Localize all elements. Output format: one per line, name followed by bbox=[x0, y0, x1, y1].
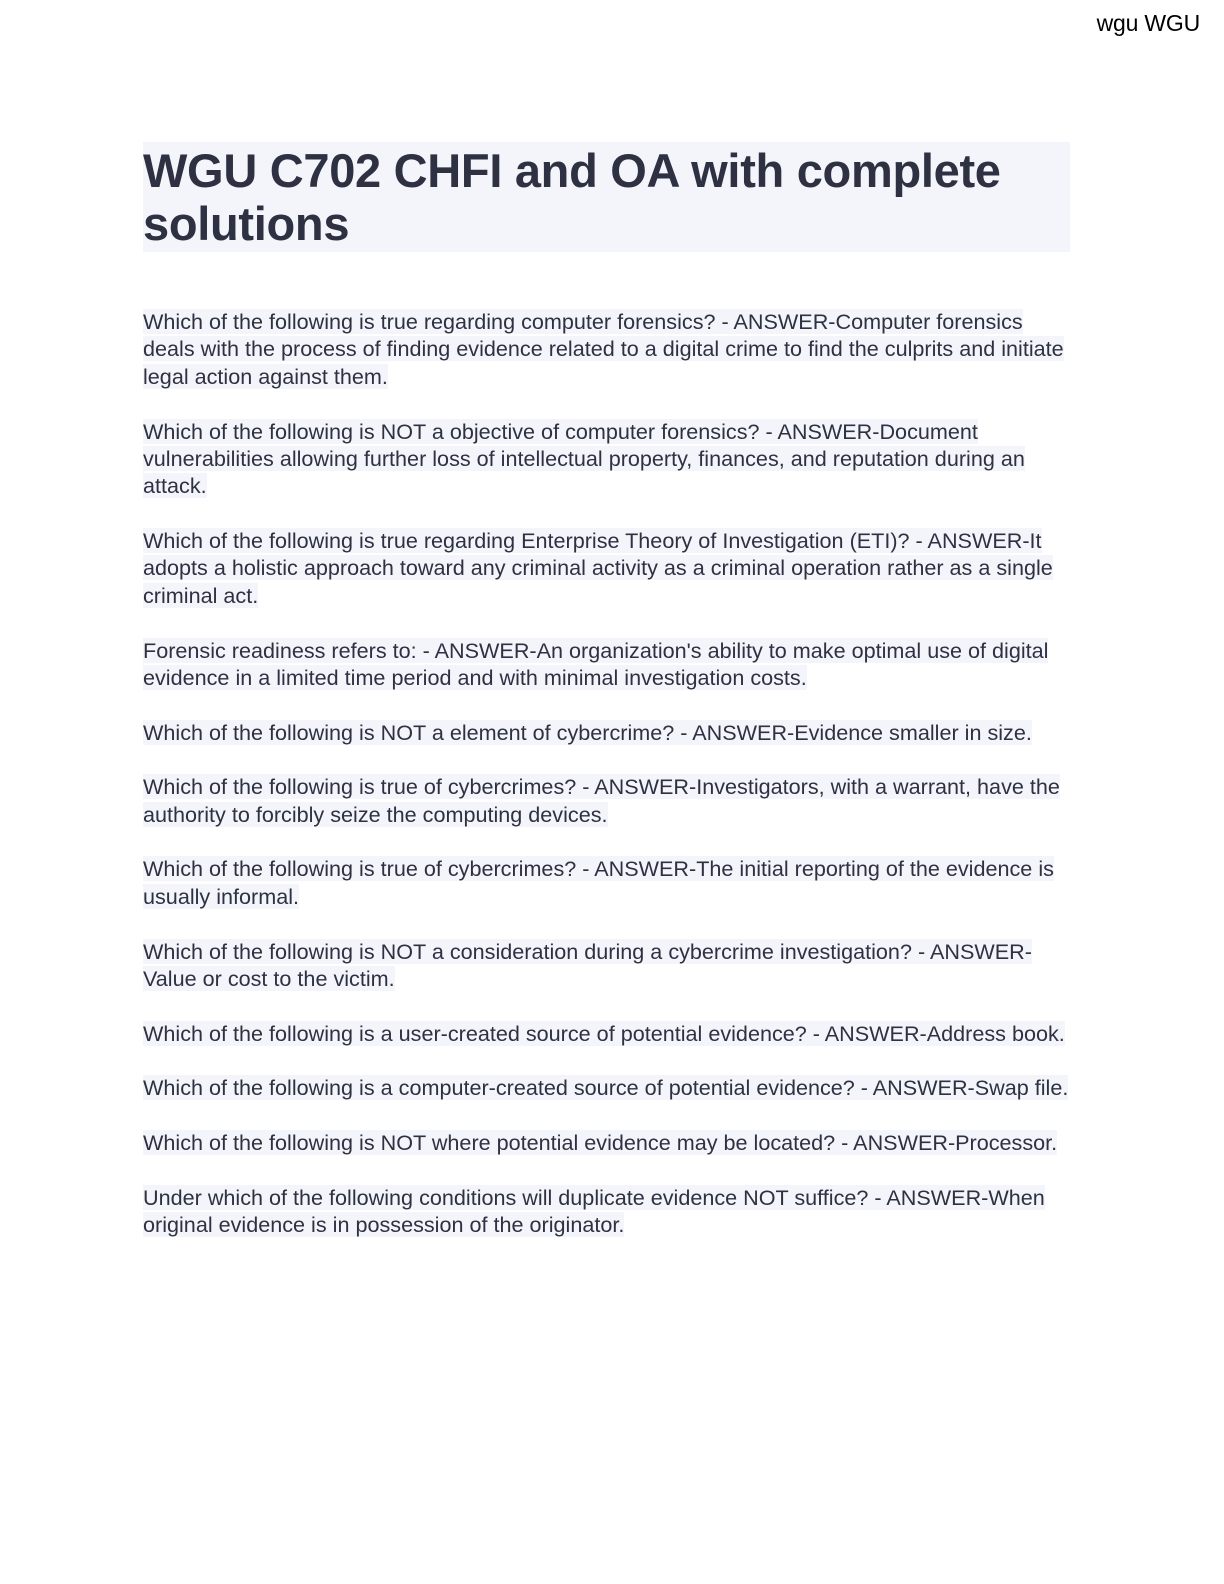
qa-item bbox=[143, 308, 1073, 390]
page-title: WGU C702 CHFI and OA with complete solutions bbox=[143, 142, 1070, 252]
qa-text: Which of the following is NOT a objective of computer forensics? - ANSWER-Document vulnerabilities allowing further loss of intellectual property, finances, and reputation during an attack. bbox=[143, 418, 1025, 499]
qa-text: Forensic readiness refers to: - ANSWER-An organization's ability to make optimal use of digital evidence in a limited time period and with minimal investigation costs. bbox=[143, 637, 1049, 690]
qa-text: Which of the following is true of cybercrimes? - ANSWER-The initial reporting of the evidence is usually informal. bbox=[143, 856, 1054, 909]
qa-text: Which of the following is NOT a consideration during a cybercrime investigation? - ANSWER-Value or cost to the victim. bbox=[143, 938, 1032, 991]
qa-item bbox=[143, 418, 1073, 500]
qa-item bbox=[143, 1129, 1073, 1156]
qa-list bbox=[143, 308, 1073, 1239]
qa-text: Which of the following is a computer-created source of potential evidence? - ANSWER-Swap file. bbox=[143, 1075, 1069, 1101]
qa-text: Which of the following is NOT where potential evidence may be located? - ANSWER-Processor. bbox=[143, 1130, 1058, 1156]
header-watermark: wgu WGU bbox=[1096, 10, 1200, 36]
qa-item bbox=[143, 1184, 1073, 1239]
qa-item bbox=[143, 773, 1073, 828]
qa-item bbox=[143, 1074, 1073, 1101]
qa-item bbox=[143, 637, 1073, 692]
qa-item bbox=[143, 527, 1073, 609]
document-body bbox=[143, 142, 1073, 1266]
qa-text: Which of the following is true regarding Enterprise Theory of Investigation (ETI)? - ANSWER-It adopts a holistic approach toward any criminal activity as a criminal operation rather as a single criminal act. bbox=[143, 528, 1053, 608]
qa-item bbox=[143, 855, 1073, 910]
qa-text: Which of the following is a user-created source of potential evidence? - ANSWER-Address book. bbox=[143, 1020, 1065, 1046]
qa-text: Which of the following is true regarding computer forensics? - ANSWER-Computer forensics deals with the process of finding evidence related to a digital crime to find the culprits and initiate legal action against them. bbox=[143, 309, 1064, 389]
qa-text: Which of the following is true of cybercrimes? - ANSWER-Investigators, with a warrant, have the authority to forcibly seize the computing devices. bbox=[143, 774, 1060, 827]
qa-item bbox=[143, 719, 1073, 746]
qa-text: Which of the following is NOT a element of cybercrime? - ANSWER-Evidence smaller in size. bbox=[143, 719, 1032, 745]
qa-item bbox=[143, 1020, 1073, 1047]
qa-text: Under which of the following conditions will duplicate evidence NOT suffice? - ANSWER-When original evidence is in possession of the originator. bbox=[143, 1184, 1045, 1238]
qa-item bbox=[143, 938, 1073, 993]
